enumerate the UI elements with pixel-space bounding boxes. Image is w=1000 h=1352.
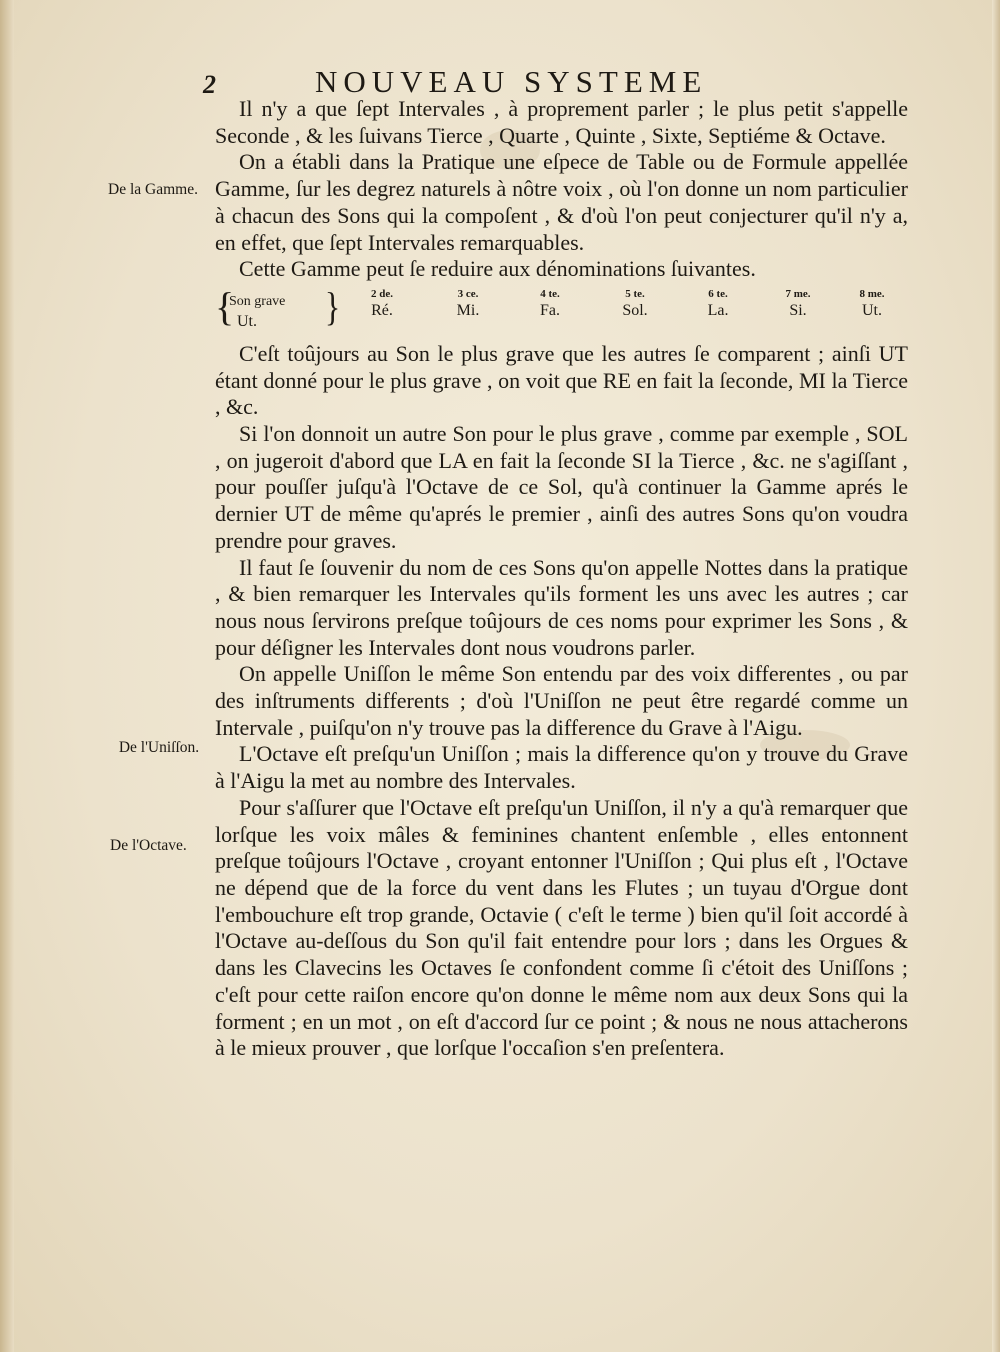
body-text xyxy=(215,96,908,1062)
scale-note: Si. xyxy=(789,301,807,319)
paragraph: L'Octave eſt preſqu'un Uniſſon ; mais la difference qu'on y trouve du Grave à l'Aigu la met au nombre des Intervales. xyxy=(215,741,908,794)
scale-column xyxy=(515,287,585,321)
scale-note: Fa. xyxy=(540,301,560,319)
paragraph: Il faut ſe ſouvenir du nom de ces Sons qu'on appelle Nottes dans la pratique , & bien remarquer les Intervales qu'ils forment les uns avec les autres ; car nous nous ſervirons preſque toûjours de ces noms pour exprimer les Sons , & pour déſigner les Intervales dont nous voudrons parler. xyxy=(215,554,908,660)
scale-ordinal: 6 te. xyxy=(708,287,728,300)
margin-note-unisson: De l'Uniſſon. xyxy=(118,739,200,756)
scale-column xyxy=(347,287,417,321)
scale-ordinal: 3 ce. xyxy=(457,287,479,300)
scale-column xyxy=(433,287,503,321)
paragraph: On a établi dans la Pratique une eſpece de Table ou de Formule appellée Gamme, ſur les degrez naturels à nôtre voix , où l'on donne un nom particulier à chacun des Sons qui la compoſent , & d'où l'on peut conjecturer qu'il n'y a, en effet, que ſept Intervales remarquables. xyxy=(215,149,908,255)
scale-column xyxy=(763,287,833,321)
scale-note: Ut. xyxy=(862,301,882,319)
margin-note-gamme: De la Gamme. xyxy=(108,181,198,198)
scale-column xyxy=(683,287,753,321)
scale-ordinal: 5 te. xyxy=(625,287,645,300)
paragraph: Si l'on donnoit un autre Son pour le plus grave , comme par exemple , SOL , on jugeroit d'abord que LA en fait la ſeconde SI la Tierce , &c. ne s'agiſſant , pour pouſſer juſqu'à l'Octave de ce Sol, qu'à continuer la Gamme aprés le dernier UT de même qu'aprés le premier , ainſi des autres Sons qu'on voudra prendre pour graves. xyxy=(215,421,908,553)
scale-ordinal: 8 me. xyxy=(859,287,885,300)
scale-column xyxy=(600,287,670,321)
paragraph: Il n'y a que ſept Intervales , à proprement parler ; le plus petit s'appelle Seconde , & les ſuivans Tierce , Quarte , Quinte , Sixte, Septiéme & Octave. xyxy=(215,96,908,148)
page-edge-right xyxy=(992,0,1000,1352)
page-edge-left xyxy=(0,0,14,1352)
son-grave-label: Son grave xyxy=(229,293,286,309)
gamme-scale-table xyxy=(215,283,908,331)
scale-note: La. xyxy=(707,301,729,319)
brace-left: { xyxy=(215,283,235,329)
scale-column xyxy=(837,287,907,321)
paragraph: On appelle Uniſſon le même Son entendu par des voix differentes , ou par des inſtruments differents ; d'où l'Uniſſon ne peut être regardé comme un Intervale , puiſqu'on n'y trouve pas la difference du Grave à l'Aigu. xyxy=(215,661,908,740)
brace-right: } xyxy=(324,283,341,329)
scale-note: Mi. xyxy=(456,301,480,319)
margin-note-octave: De l'Octave. xyxy=(110,837,187,854)
scale-ordinal: 7 me. xyxy=(785,287,811,300)
scale-ordinal: 2 de. xyxy=(371,287,393,300)
scale-note: Ré. xyxy=(371,301,393,319)
paragraph: Cette Gamme peut ſe reduire aux dénominations ſuivantes. xyxy=(239,256,756,282)
scale-note: Sol. xyxy=(622,301,648,319)
page-number: 2 xyxy=(203,70,216,99)
scale-ordinal: 4 te. xyxy=(540,287,560,300)
paragraph: C'eſt toûjours au Son le plus grave que les autres ſe comparent ; ainſi UT étant donné pour le plus grave , on voit que RE en fait la ſeconde, MI la Tierce , &c. xyxy=(215,340,908,420)
ut-first-label: Ut. xyxy=(237,312,257,330)
running-head: NOUVEAU SYSTEME xyxy=(315,64,708,99)
paragraph: Pour s'aſſurer que l'Octave eſt preſqu'un Uniſſon, il n'y a qu'à remarquer que lorſque les voix mâles & feminines chantent enſemble , elles entonnent preſque toûjours l'Octave , croyant entonner l'Uniſſon ; Qui plus eſt , l'Octave ne dépend que de la force du vent dans les Flutes ; un tuyau d'Orgue dont l'embouchure eſt trop grande, Octavie ( c'eſt le terme ) bien qu'il ſoit accordé à l'Octave au-deſſous du Son qu'il fait entendre pour lors ; dans les Orgues & dans les Clavecins les Octaves ſe confondent comme ſi c'étoit des Uniſſons ; c'eſt pour cette raiſon encore qu'on donne le même nom aux deux Sons qui la forment ; en un mot , on eſt d'accord ſur ce point ; & nous ne nous attacherons à le mieux prouver , que lorſque l'occaſion s'en preſentera. xyxy=(215,794,908,1061)
